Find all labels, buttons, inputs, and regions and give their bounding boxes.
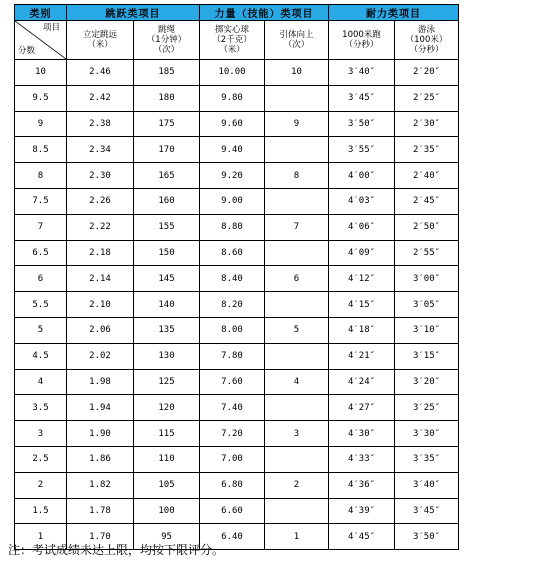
score-cell: 7.5: [15, 188, 67, 214]
header-line: （米）: [219, 45, 245, 55]
shot-put-cell: 7.40: [200, 395, 265, 421]
long-jump-cell: 2.14: [67, 266, 134, 292]
run-cell: 3′45″: [329, 85, 395, 111]
category-strength: 力量（技能）类项目: [200, 5, 329, 21]
run-cell: 3′40″: [329, 60, 395, 86]
long-jump-cell: 1.94: [67, 395, 134, 421]
swim-cell: 3′35″: [395, 446, 459, 472]
run-cell: 4′27″: [329, 395, 395, 421]
long-jump-cell: 2.38: [67, 111, 134, 137]
corner-score-label: 分数: [18, 46, 36, 56]
standing-long-jump-header: [67, 21, 134, 60]
jump-rope-cell: 170: [134, 137, 200, 163]
header-line: （100米）: [405, 35, 448, 45]
run-cell: 4′36″: [329, 472, 395, 498]
header-line: （分秒）: [409, 45, 444, 55]
long-jump-cell: 2.22: [67, 214, 134, 240]
swim-cell: 3′20″: [395, 369, 459, 395]
jump-rope-cell: 120: [134, 395, 200, 421]
score-cell: 2: [15, 472, 67, 498]
score-cell: 4: [15, 369, 67, 395]
run-cell: 4′33″: [329, 446, 395, 472]
header-line: （米）: [87, 40, 113, 50]
swim-100m-header: [395, 21, 459, 60]
run-cell: 4′30″: [329, 421, 395, 447]
table-row: [15, 60, 459, 86]
shot-put-cell: 7.80: [200, 343, 265, 369]
header-line: （2千克）: [212, 35, 252, 45]
pull-up-cell: 8: [265, 163, 329, 189]
shot-put-cell: 6.60: [200, 498, 265, 524]
score-cell: 7: [15, 214, 67, 240]
pull-up-cell: 5: [265, 317, 329, 343]
run-cell: 4′18″: [329, 317, 395, 343]
swim-cell: 3′40″: [395, 472, 459, 498]
header-line: （1分钟）: [146, 35, 187, 45]
jump-rope-cell: 130: [134, 343, 200, 369]
header-line: 1000米跑: [342, 30, 381, 40]
corner-item-label: 项目: [42, 23, 60, 33]
pull-up-cell: 9: [265, 111, 329, 137]
table-row: [15, 266, 459, 292]
score-cell: 5: [15, 317, 67, 343]
shot-put-cell: 7.60: [200, 369, 265, 395]
shot-put-cell: 8.20: [200, 292, 265, 318]
long-jump-cell: 2.26: [67, 188, 134, 214]
score-cell: 1: [15, 524, 67, 550]
shot-put-cell: 9.20: [200, 163, 265, 189]
jump-rope-cell: 180: [134, 85, 200, 111]
pull-up-header: [265, 21, 329, 60]
run-cell: 4′15″: [329, 292, 395, 318]
run-cell: 4′12″: [329, 266, 395, 292]
table-row: [15, 472, 459, 498]
header-line: 引体向上: [279, 30, 314, 40]
long-jump-cell: 1.90: [67, 421, 134, 447]
table-row: [15, 85, 459, 111]
swim-cell: 2′50″: [395, 214, 459, 240]
pull-up-cell: 4: [265, 369, 329, 395]
jump-rope-cell: 115: [134, 421, 200, 447]
jump-rope-cell: 100: [134, 498, 200, 524]
table-row: [15, 317, 459, 343]
item-header-row: [15, 21, 459, 60]
header-line: 跳绳: [157, 25, 175, 35]
jump-rope-cell: 105: [134, 472, 200, 498]
swim-cell: 2′55″: [395, 240, 459, 266]
jump-rope-cell: 155: [134, 214, 200, 240]
long-jump-cell: 1.82: [67, 472, 134, 498]
swim-cell: 2′30″: [395, 111, 459, 137]
shot-put-cell: 9.00: [200, 188, 265, 214]
long-jump-cell: 2.34: [67, 137, 134, 163]
shot-put-cell: 9.80: [200, 85, 265, 111]
table-row: [15, 446, 459, 472]
table-row: [15, 369, 459, 395]
table-row: [15, 214, 459, 240]
jump-rope-cell: 110: [134, 446, 200, 472]
run-cell: 4′06″: [329, 214, 395, 240]
shot-put-header: [200, 21, 265, 60]
long-jump-cell: 2.46: [67, 60, 134, 86]
pull-up-cell: 7: [265, 214, 329, 240]
jump-rope-cell: 145: [134, 266, 200, 292]
long-jump-cell: 2.02: [67, 343, 134, 369]
pull-up-cell: [265, 395, 329, 421]
swim-cell: 2′20″: [395, 60, 459, 86]
run-cell: 4′09″: [329, 240, 395, 266]
score-standard-sheet: [14, 4, 458, 550]
long-jump-cell: 1.70: [67, 524, 134, 550]
swim-cell: 2′45″: [395, 188, 459, 214]
shot-put-cell: 9.60: [200, 111, 265, 137]
table-row: [15, 343, 459, 369]
jump-rope-cell: 125: [134, 369, 200, 395]
table-row: [15, 111, 459, 137]
pull-up-cell: 10: [265, 60, 329, 86]
table-row: [15, 421, 459, 447]
swim-cell: 3′30″: [395, 421, 459, 447]
shot-put-cell: 7.20: [200, 421, 265, 447]
score-cell: 9: [15, 111, 67, 137]
score-cell: 3.5: [15, 395, 67, 421]
pull-up-cell: 2: [265, 472, 329, 498]
run-cell: 4′45″: [329, 524, 395, 550]
table-row: [15, 292, 459, 318]
shot-put-cell: 7.00: [200, 446, 265, 472]
score-table: [14, 4, 459, 550]
pull-up-cell: 3: [265, 421, 329, 447]
table-row: [15, 137, 459, 163]
long-jump-cell: 1.98: [67, 369, 134, 395]
table-row: [15, 163, 459, 189]
header-line: 立定跳远: [82, 30, 117, 40]
swim-cell: 3′05″: [395, 292, 459, 318]
shot-put-cell: 8.40: [200, 266, 265, 292]
run-cell: 4′21″: [329, 343, 395, 369]
swim-cell: 3′50″: [395, 524, 459, 550]
table-row: [15, 395, 459, 421]
category-jump: 跳跃类项目: [67, 5, 200, 21]
header-line: 游泳: [417, 25, 435, 35]
score-cell: 9.5: [15, 85, 67, 111]
header-line: （次）: [153, 45, 180, 55]
header-line: 掷实心球: [214, 25, 249, 35]
pull-up-cell: [265, 137, 329, 163]
run-cell: 3′50″: [329, 111, 395, 137]
jump-rope-cell: 150: [134, 240, 200, 266]
jump-rope-cell: 140: [134, 292, 200, 318]
pull-up-cell: [265, 240, 329, 266]
long-jump-cell: 2.10: [67, 292, 134, 318]
pull-up-cell: [265, 446, 329, 472]
header-line: （次）: [283, 40, 310, 50]
shot-put-cell: 8.60: [200, 240, 265, 266]
header-line: （分秒）: [344, 40, 379, 50]
category-label-cell: 类别: [15, 5, 67, 21]
shot-put-cell: 10.00: [200, 60, 265, 86]
swim-cell: 3′15″: [395, 343, 459, 369]
pull-up-cell: [265, 188, 329, 214]
score-cell: 10: [15, 60, 67, 86]
score-cell: 4.5: [15, 343, 67, 369]
shot-put-cell: 9.40: [200, 137, 265, 163]
pull-up-cell: [265, 292, 329, 318]
long-jump-cell: 2.30: [67, 163, 134, 189]
long-jump-cell: 2.06: [67, 317, 134, 343]
jump-rope-cell: 175: [134, 111, 200, 137]
pull-up-cell: 6: [265, 266, 329, 292]
pull-up-cell: [265, 498, 329, 524]
score-cell: 2.5: [15, 446, 67, 472]
jump-rope-cell: 160: [134, 188, 200, 214]
swim-cell: 2′40″: [395, 163, 459, 189]
shot-put-cell: 8.00: [200, 317, 265, 343]
swim-cell: 3′45″: [395, 498, 459, 524]
footnote: 注：考试成绩未达上限，均按下限评分。: [8, 543, 225, 557]
score-cell: 8.5: [15, 137, 67, 163]
score-cell: 6: [15, 266, 67, 292]
category-endurance: 耐力类项目: [329, 5, 459, 21]
jump-rope-cell: 165: [134, 163, 200, 189]
shot-put-cell: 6.80: [200, 472, 265, 498]
long-jump-cell: 2.42: [67, 85, 134, 111]
table-row: [15, 240, 459, 266]
jump-rope-header: [134, 21, 200, 60]
swim-cell: 2′35″: [395, 137, 459, 163]
long-jump-cell: 1.86: [67, 446, 134, 472]
table-row: [15, 188, 459, 214]
score-cell: 3: [15, 421, 67, 447]
shot-put-cell: 6.40: [200, 524, 265, 550]
run-cell: 4′03″: [329, 188, 395, 214]
corner-diagonal-cell: [15, 21, 67, 60]
run-cell: 4′24″: [329, 369, 395, 395]
run-cell: 3′55″: [329, 137, 395, 163]
swim-cell: 3′10″: [395, 317, 459, 343]
run-cell: 4′00″: [329, 163, 395, 189]
shot-put-cell: 8.80: [200, 214, 265, 240]
score-cell: 1.5: [15, 498, 67, 524]
category-header-row: [15, 5, 459, 21]
score-cell: 8: [15, 163, 67, 189]
run-1000m-header: [329, 21, 395, 60]
pull-up-cell: [265, 85, 329, 111]
table-row: [15, 498, 459, 524]
jump-rope-cell: 135: [134, 317, 200, 343]
swim-cell: 3′00″: [395, 266, 459, 292]
score-cell: 5.5: [15, 292, 67, 318]
jump-rope-cell: 95: [134, 524, 200, 550]
score-cell: 6.5: [15, 240, 67, 266]
long-jump-cell: 1.78: [67, 498, 134, 524]
jump-rope-cell: 185: [134, 60, 200, 86]
pull-up-cell: [265, 343, 329, 369]
run-cell: 4′39″: [329, 498, 395, 524]
score-table-body: [15, 60, 459, 550]
swim-cell: 2′25″: [395, 85, 459, 111]
swim-cell: 3′25″: [395, 395, 459, 421]
long-jump-cell: 2.18: [67, 240, 134, 266]
pull-up-cell: 1: [265, 524, 329, 550]
